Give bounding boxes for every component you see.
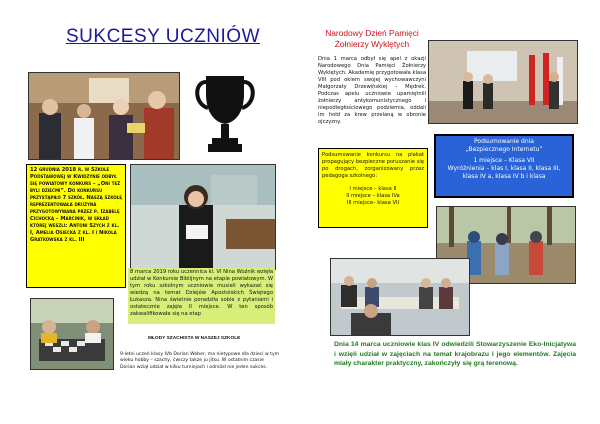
poster-result-1: I miejsce – klasa II (349, 186, 397, 193)
biblical-contest-text: 8 marca 2019 roku uczennica kl. VI Nina Woźnik wzięła udział w Konkursie Biblijnym na etapie powiatowym. W tym roku szkolnym uczniowie musieli wykazać się wiedzą na temat Dziejów Apostolskich Świętego Łukasza. Nina świetnie poradziła sobie z pytaniami i ostatecznie zajęła II miejsce. W ten sposób zakwalifikowała się na etap (128, 268, 275, 324)
internet-title-line-2: „Bezpiecznego Internetu” (465, 145, 543, 153)
poster-result-3: III miejsce– klasa VII (346, 200, 400, 207)
internet-result-1: 1 miejsce – Klasa VII (473, 157, 535, 164)
eco-text: Dnia 14 marca uczniowie klas IV odwiedzili Stowarzyszenie Eko-Inicjatywa i wzięli udział w zajęciach na temat krajobrazu i jego elementów. Zajęcia miały charakter praktyczny, zakończyły się grą terenową. (334, 341, 576, 368)
chess-heading: MŁODY SZACHISTA W NASZEJ SZKOLE (148, 336, 241, 341)
trophy-icon (192, 70, 258, 160)
internet-title-line-1: Podsumowanie dnia (474, 138, 534, 145)
memorial-text: Dnia 1 marca odbył się apel z okazji Narodowego Dnia Pamięci Żołnierzy Wyklętych. Akademię przygotowała klasa VIII pod okiem swojej wychowawczyni Małgorzaty Drzewińskiej – Mędrek. Podczas apelu uczniowie upamiętnili żołnierzy antykomunistycznego i niepodległościowego podziemia, oddali im hołd za krew przelaną w obronie ojczyzny. (318, 56, 426, 126)
safe-internet-box (434, 134, 574, 198)
chess-text: 9-letni uczeń klasy IVb Dorian Weber, ma nietypowe dla dzieci w tym wieku hobby – szachy, ćwiczy także ju jitsu. W ostatnim czasie Dorian wziął udział w kilku turniejach i odniósł nie jeden sukces. (120, 352, 280, 370)
poster-result-2: II miejsce – klasa IVa (346, 193, 400, 200)
poster-contest-intro: Podsumowanie konkursu na plakat propagujący bezpieczne poruszanie się po drogach, zorganizowany przez pedagoga szkolnego: (322, 152, 424, 180)
eco-workshop-photo (330, 258, 470, 336)
memorial-title-line-1: Narodowy Dzień Pamięci (325, 28, 419, 38)
page-title: SUKCESY UCZNIÓW (66, 26, 261, 47)
kids-contest-text: 12 grudnia 2018 r. w Szkole Podstawowej w Kwidzynie odbył się powiatowy konkurs – „Oni też byli dziećmi”. Do konkursu przystąpiło 7 szkół. Naszą szkołę reprezentowała drużyna przygotowywana przez p. Izabelę Cichocką – Marcinik, w skład której weszli: Antoni Szych z kl. I, Amelia Osiecka z kl. I i Nikola Gratkowska z kl. III (30, 167, 122, 244)
memorial-assembly-photo (428, 40, 578, 124)
biblical-contest-photo (130, 164, 276, 270)
kids-contest-box (26, 164, 126, 288)
poster-contest-box (318, 148, 428, 228)
award-ceremony-photo (28, 72, 180, 160)
chess-photo (30, 298, 114, 370)
memorial-title-line-2: Żołnierzy Wyklętych (334, 38, 410, 49)
internet-result-2: Wyróżnienia – klas I, klasa II, klasa III, klasa IV a, klasa IV b i klasa (447, 164, 561, 180)
memorial-title (318, 28, 426, 49)
